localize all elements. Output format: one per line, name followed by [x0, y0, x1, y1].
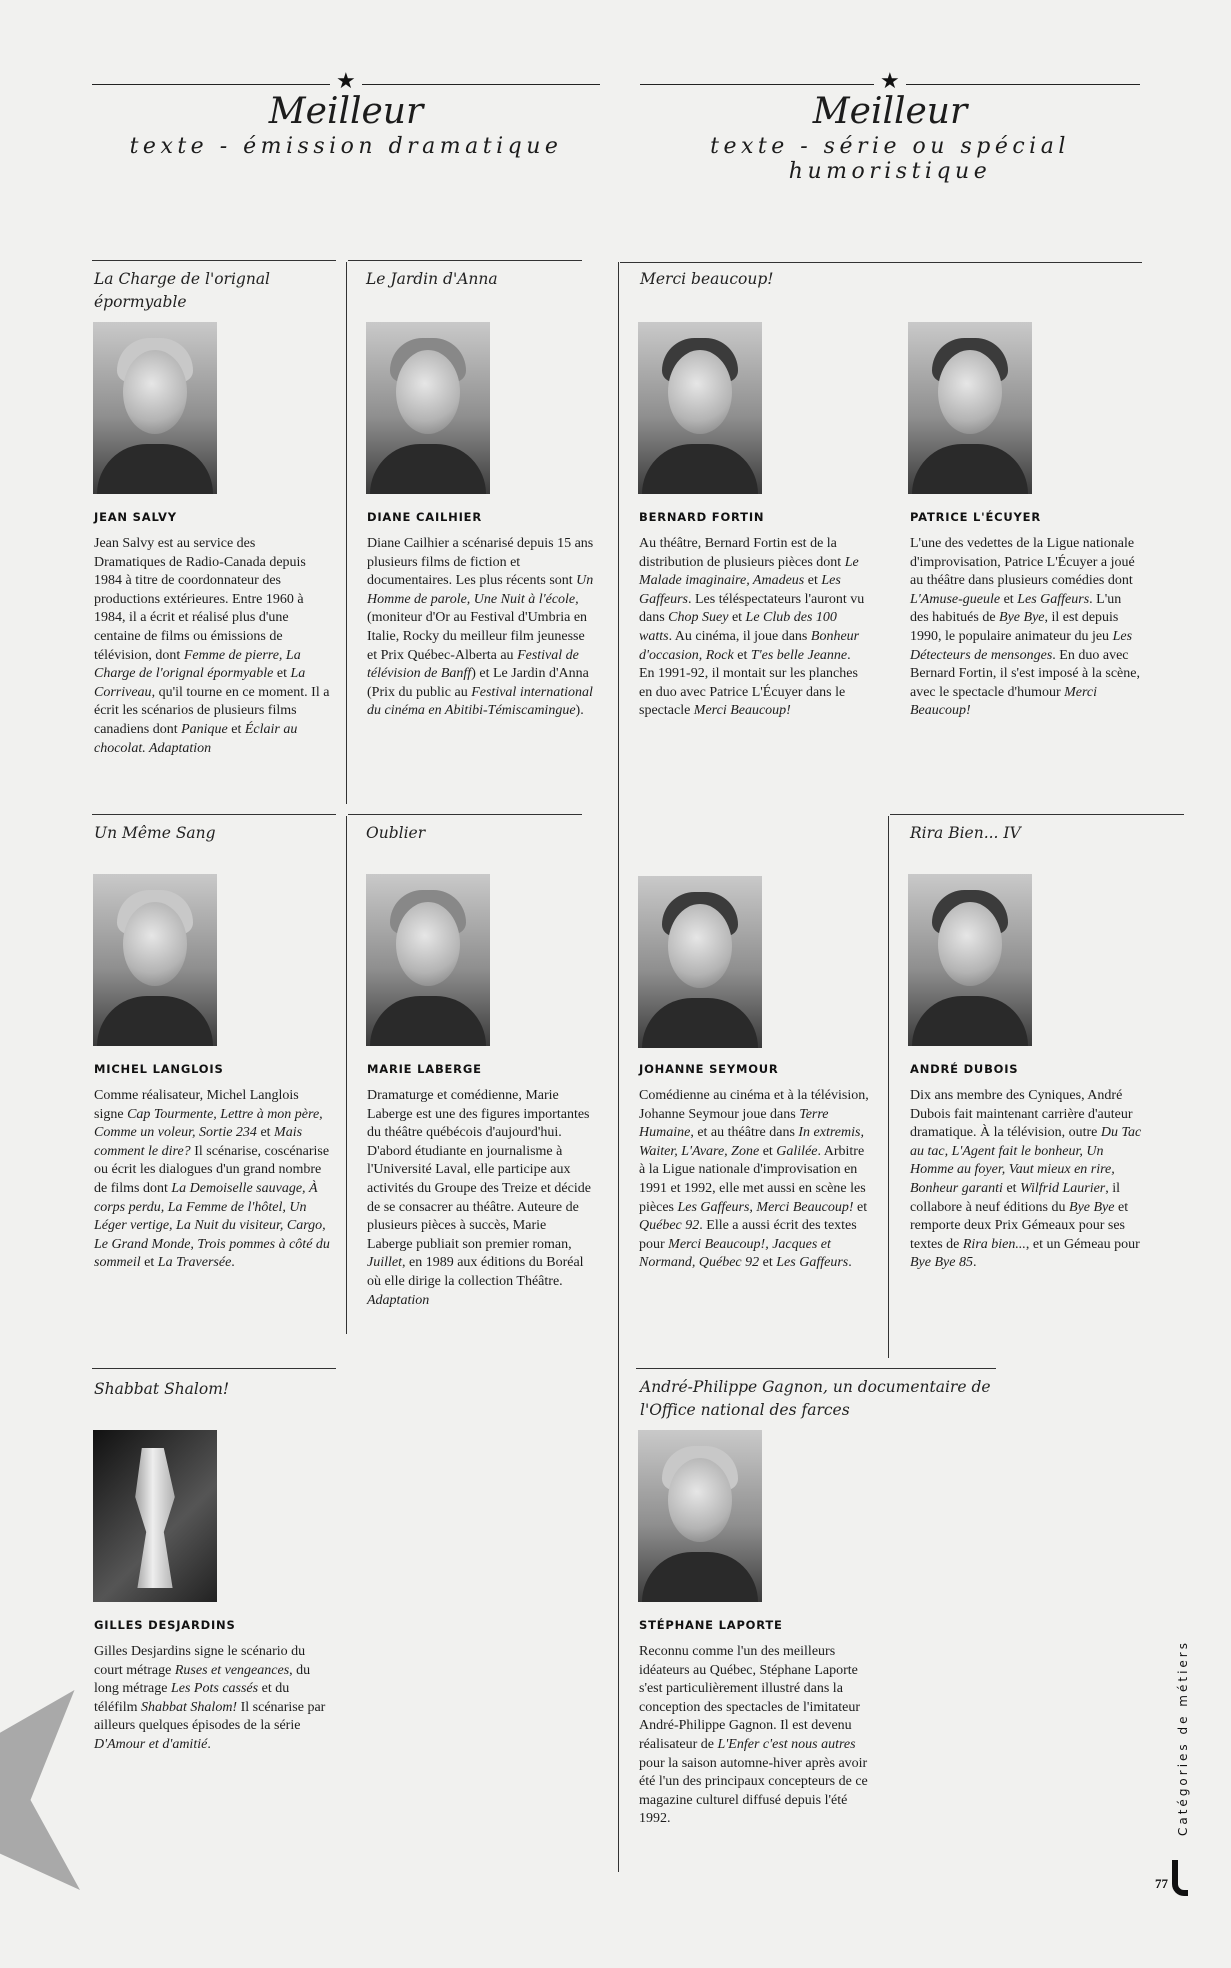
category-header-humoristique [640, 68, 1140, 184]
divider [618, 262, 619, 1872]
portrait-photo [638, 876, 762, 1048]
author-bio: Gilles Desjardins signe le scénario du court métrage Ruses et vengeances, du long métrage Les Pots cassés et du téléfilm Shabbat Shalom! Il scénarise par ailleurs quelques épisodes de la série D'Amour et d'amitié. [94, 1644, 326, 1752]
author-bio: L'une des vedettes de la Ligue nationale d'improvisation, Patrice L'Écuyer a joué au théâtre dans plusieurs comédies dont L'Amuse-gueule et Les Gaffeurs. L'un des habitués de Bye Bye, il est depuis 1990, le populaire animateur du jeu Les Détecteurs de mensonges. En duo avec Bernard Fortin, il s'est imposé à la scène, avec le spectacle d'humour Merci Beaucoup! [910, 536, 1140, 719]
author-name: GILLES DESJARDINS [94, 1618, 236, 1632]
divider [888, 816, 889, 1358]
portrait-photo [638, 1430, 762, 1602]
program-title: Shabbat Shalom! [94, 1380, 230, 1398]
divider [636, 1368, 996, 1369]
portrait-photo [366, 874, 490, 1046]
author-bio: Diane Cailhier a scénarisé depuis 15 ans plusieurs films de fiction et documentaires. Les plus récents sont Un Homme de parole, Une Nuit à l'école, (moniteur d'Or au Festival d'Umbria en Italie, Rocky du meilleur film jeunesse et Prix Québec-Alberta au Festival de télévision de Banff) et Le Jardin d'Anna (Prix du public au Festival international du cinéma en Abitibi-Témiscamingue). [367, 536, 594, 719]
author-name: ANDRÉ DUBOIS [910, 1062, 1019, 1076]
program-title: Rira Bien... IV [910, 824, 1021, 842]
author-name: MARIE LABERGE [367, 1062, 482, 1076]
divider [620, 262, 1142, 263]
star-icon: ★ [880, 68, 900, 93]
author-bio: Jean Salvy est au service des Dramatiques de Radio-Canada depuis 1984 à titre de coordonnateur des productions extérieures. Entre 1960 à 1984, il a écrit et réalisé plus d'une centaine de films ou émissions de télévision, dont Femme de pierre, La Charge de l'orignal épormyable et La Corriveau, qu'il tourne en ce moment. Il a écrit les scénarios de plusieurs films canadiens dont Panique et Éclair au chocolat. Adaptation [94, 536, 330, 756]
program-title: Merci beaucoup! [640, 270, 774, 288]
header-word: Meilleur [268, 91, 424, 132]
divider [92, 260, 336, 261]
author-bio: Comme réalisateur, Michel Langlois signe Cap Tourmente, Lettre à mon père, Comme un voleur, Sortie 234 et Mais comment le dire? Il scénarise, coscénarise ou écrit les dialogues d'un grand nombre de films dont La Demoiselle sauvage, À corps perdu, La Femme de l'hôtel, Un Léger vertige, La Nuit du visiteur, Cargo, Le Grand Monde, Trois pommes à côté du sommeil et La Traversée. [94, 1088, 330, 1271]
bracket-icon [1172, 1860, 1188, 1896]
star-icon: ★ [336, 68, 356, 93]
author-name: BERNARD FORTIN [639, 510, 765, 524]
program-title: Le Jardin d'Anna [366, 270, 498, 288]
header-subtitle: texte - émission dramatique [129, 134, 563, 159]
author-bio: Reconnu comme l'un des meilleurs idéateurs au Québec, Stéphane Laporte s'est particulièrement illustré dans la conception des spectacles de l'imitateur André-Philippe Gagnon. Il est devenu réalisateur de L'Enfer c'est nous autres pour la saison automne-hiver après avoir été l'un des principaux concepteurs de ce magazine culturel diffusé depuis l'été 1992. [639, 1644, 868, 1827]
author-name: DIANE CAILHIER [367, 510, 482, 524]
author-name: MICHEL LANGLOIS [94, 1062, 224, 1076]
author-bio: Comédienne au cinéma et à la télévision, Johanne Seymour joue dans Terre Humaine, et au théâtre dans In extremis, Waiter, L'Avare, Zone et Galilée. Arbitre à la Ligue nationale d'improvisation en 1991 et 1992, elle met aussi en scène les pièces Les Gaffeurs, Merci Beaucoup! et Québec 92. Elle a aussi écrit des textes pour Merci Beaucoup!, Jacques et Normand, Québec 92 et Les Gaffeurs. [639, 1088, 869, 1271]
decorative-star [0, 1690, 80, 1890]
author-name: STÉPHANE LAPORTE [639, 1618, 783, 1632]
author-name: JOHANNE SEYMOUR [639, 1062, 779, 1076]
author-name: JEAN SALVY [94, 510, 177, 524]
portrait-photo [638, 322, 762, 494]
divider [348, 260, 582, 261]
section-label: Catégories de métiers [1176, 1640, 1190, 1836]
portrait-photo [908, 322, 1032, 494]
program-title: La Charge de l'orignal épormyable [94, 270, 271, 311]
divider [346, 262, 347, 804]
page-number: 77 [1155, 1876, 1168, 1891]
header-subtitle: texte - série ou spécial humoristique [710, 134, 1070, 184]
trophy-photo [93, 1430, 217, 1602]
portrait-photo [93, 322, 217, 494]
divider [346, 816, 347, 1334]
program-title: Oublier [366, 824, 426, 842]
author-bio: Dramaturge et comédienne, Marie Laberge est une des figures importantes du théâtre québécois d'aujourd'hui. D'abord étudiante en journalisme à l'Université Laval, elle participe aux activités du Groupe des Treize et décide de se consacrer au théâtre. Auteure de plusieurs pièces à succès, Marie Laberge publiait son premier roman, Juillet, en 1989 aux éditions du Boréal où elle dirige la collection Théâtre. Adaptation [367, 1088, 591, 1308]
divider [92, 1368, 336, 1369]
header-word: Meilleur [812, 91, 968, 132]
program-title: André-Philippe Gagnon, un documentaire de l'Office national des farces [640, 1378, 991, 1419]
portrait-photo [366, 322, 490, 494]
portrait-photo [93, 874, 217, 1046]
portrait-photo [908, 874, 1032, 1046]
author-bio: Au théâtre, Bernard Fortin est de la distribution de plusieurs pièces dont Le Malade imaginaire, Amadeus et Les Gaffeurs. Les téléspectateurs l'auront vu dans Chop Suey et Le Club des 100 watts. Au cinéma, il joue dans Bonheur d'occasion, Rock et T'es belle Jeanne. En 1991-92, il montait sur les planches en duo avec Patrice L'Écuyer dans le spectacle Merci Beaucoup! [639, 536, 865, 719]
program-title: Un Même Sang [94, 824, 216, 842]
divider [92, 814, 336, 815]
divider [890, 814, 1184, 815]
divider [348, 814, 582, 815]
category-header-dramatique [92, 70, 600, 170]
author-bio: Dix ans membre des Cyniques, André Dubois fait maintenant carrière d'auteur dramatique. À la télévision, outre Du Tac au tac, L'Agent fait le bonheur, Un Homme au foyer, Vaut mieux en rire, Bonheur garanti et Wilfrid Laurier, il collabore à neuf éditions du Bye Bye et remporte deux Prix Gémeaux pour ses textes de Rira bien..., et un Gémeau pour Bye Bye 85. [910, 1088, 1142, 1271]
author-name: PATRICE L'ÉCUYER [910, 510, 1041, 524]
